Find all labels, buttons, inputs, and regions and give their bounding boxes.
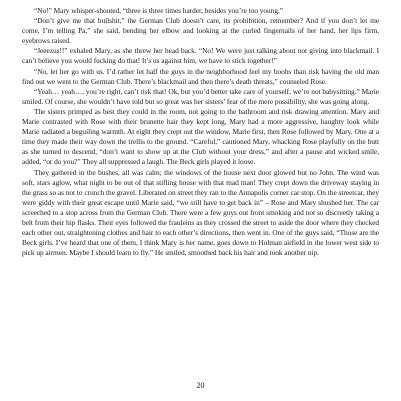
paragraph: “No, let her go with us. I’d rather let half the guys in the neighborhood feel my boobs than risk having the old man find out we went to the German Club. There’s blackmail and then there’s death threats,” counseled Rose. bbox=[22, 66, 379, 86]
paragraph: “Jeeezus!!” exhaled Mary, as she threw her head back. “No! We were just talking about not giving into blackmail. I can’t believe you would fucking do that! It’s us against him, we have to stick together!” bbox=[22, 46, 379, 66]
paragraph: The sisters primped as best they could in the room, not going to the bathroom and risk drawing attention. Mary and Marie contrasted with Rose with their brunette hair they kept long, Mary had a more aggressive, haughty look while Marie radiated a beguiling warmth. At eight they crept out the window, Marie first, then Rose followed by Mary. One at a time they made their way down the trellis to the ground. “Careful,” cautioned Mary, whacking Rose playfully on the butt as she turned to descend, “don’t want to show up at the Club without your dress,” and after a pause and wicked smile, added, “or do you?” They all suppressed a laugh. The Beck girls played it loose. bbox=[22, 106, 379, 167]
body-text bbox=[22, 6, 379, 258]
paragraph: “Yeah… yeah…, you’re right, can’t risk that! Ok, but you’d better take care of yourself, we’re not babysitting.” Marie smiled. Of course, she wouldn’t have told but so great was her sisters’ fear of the mere possibility, she was going along. bbox=[22, 86, 379, 106]
paragraph: “No!” Mary whisper-shouted, “three is three times harder, besides you’re too young.” bbox=[34, 6, 284, 15]
paragraph: “Don’t give me that bullshit,” the German Club doesn’t care, its prohibition, remember? And if you don’t let me come, I’m telling Pa,” she said, bending her elbow and looking at the curled fingernails of her hand, her lips firm, eyebrows raised. bbox=[22, 16, 379, 46]
page-number: 20 bbox=[196, 381, 205, 390]
paragraph: They gathered in the bushes, all was calm; the windows of the house next door glowed but no John. The wind was soft, stars aglow, what night to be out of that stifling house with that mad man! They crept down the driveway staying in the grass so as not to crunch the gravel. Liberated on street they ran to the Annapolis corner car stop. On the streetcar, they were giddy with their great escape until Marie said, “we still have to get back in” – Rose and Mary shushed her. The car screeched to a stop across from the German Club. There were a few guys out front smoking and not so discreetly taking a belt from their hip flasks. Their eyes followed the frauleins as they crossed the street to aside the door where they checked each other out, straightening clothes and hair to each other’s directions, then went in. One of the guys said, “Those are the Beck girls. I’ve heard that one of them, I think Mary is her name, goes down to Holman airfield in the lower west side to pick up airmen. Maybe I should learn to fly.” He smiled, smoothed back his hair and took another nip. bbox=[22, 167, 379, 258]
